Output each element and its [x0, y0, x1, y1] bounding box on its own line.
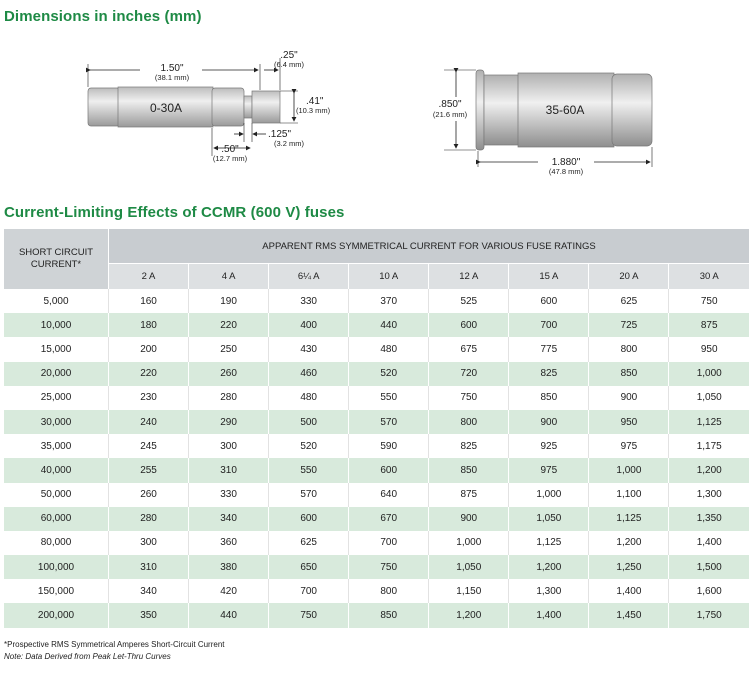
fuse-large-flange	[476, 70, 484, 150]
current-cell: 800	[589, 337, 669, 361]
current-cell: 1,350	[669, 507, 749, 531]
rating-header: 6¼ A	[269, 264, 349, 290]
current-cell: 850	[509, 386, 589, 410]
current-cell: 200	[109, 337, 189, 361]
current-cell: 650	[269, 555, 349, 579]
current-cell: 800	[429, 410, 509, 434]
current-cell: 310	[109, 555, 189, 579]
current-cell: 850	[589, 362, 669, 386]
current-cell: 600	[269, 507, 349, 531]
current-cell: 800	[349, 579, 429, 603]
rating-header: 4 A	[189, 264, 269, 290]
small-offset-in: .50"	[221, 144, 239, 155]
short-circuit-header-line1: SHORT CIRCUIT	[18, 247, 94, 258]
current-cell: 280	[189, 386, 269, 410]
current-cell: 480	[349, 337, 429, 361]
current-cell: 850	[349, 603, 429, 627]
current-cell: 550	[349, 386, 429, 410]
short-circuit-cell: 150,000	[4, 579, 109, 603]
current-cell: 1,000	[589, 458, 669, 482]
current-cell: 1,400	[509, 603, 589, 627]
current-cell: 1,050	[669, 386, 749, 410]
current-cell: 1,450	[589, 603, 669, 627]
current-cell: 1,400	[669, 531, 749, 555]
current-cell: 190	[189, 289, 269, 313]
current-cell: 220	[109, 362, 189, 386]
small-dia-in: .41"	[306, 96, 324, 107]
small-groove-mm: (3.2 mm)	[274, 139, 304, 148]
short-circuit-cell: 200,000	[4, 603, 109, 627]
large-length-in: 1.880"	[551, 157, 581, 168]
current-cell: 1,300	[509, 579, 589, 603]
current-cell: 750	[349, 555, 429, 579]
current-cell: 300	[189, 434, 269, 458]
current-cell: 245	[109, 434, 189, 458]
rating-header: 12 A	[429, 264, 509, 290]
current-cell: 330	[269, 289, 349, 313]
fuse-small-cap-left	[88, 88, 120, 126]
current-cell: 500	[269, 410, 349, 434]
current-cell: 430	[269, 337, 349, 361]
short-circuit-cell: 40,000	[4, 458, 109, 482]
fuse-small-cap-right	[212, 88, 244, 126]
short-circuit-cell: 15,000	[4, 337, 109, 361]
fuse-large-drawing	[476, 70, 652, 150]
current-cell: 1,150	[429, 579, 509, 603]
current-cell: 625	[269, 531, 349, 555]
short-circuit-cell: 100,000	[4, 555, 109, 579]
current-cell: 250	[189, 337, 269, 361]
current-cell: 180	[109, 313, 189, 337]
current-cell: 370	[349, 289, 429, 313]
current-cell: 975	[589, 434, 669, 458]
current-cell: 220	[189, 313, 269, 337]
current-cell: 600	[509, 289, 589, 313]
large-dia-in: .850"	[438, 99, 462, 110]
current-cell: 360	[189, 531, 269, 555]
current-cell: 720	[429, 362, 509, 386]
fuse-large-cap	[612, 74, 652, 146]
small-cap-in: .25"	[280, 50, 298, 61]
large-dia-mm: (21.6 mm)	[432, 110, 468, 119]
rating-header: 2 A	[109, 264, 189, 290]
rating-header: 30 A	[669, 264, 749, 290]
current-cell: 1,200	[589, 531, 669, 555]
current-cell: 1,125	[589, 507, 669, 531]
table-row	[4, 555, 749, 579]
fuse-small-tip	[252, 91, 280, 123]
current-cell: 975	[509, 458, 589, 482]
table-row	[4, 507, 749, 531]
small-length-in: 1.50"	[160, 63, 184, 74]
current-cell: 670	[349, 507, 429, 531]
current-cell: 280	[109, 507, 189, 531]
short-circuit-header	[4, 229, 109, 289]
current-cell: 700	[509, 313, 589, 337]
current-cell: 590	[349, 434, 429, 458]
table-row	[4, 410, 749, 434]
table-row	[4, 313, 749, 337]
table-row	[4, 579, 749, 603]
current-cell: 240	[109, 410, 189, 434]
current-cell: 1,175	[669, 434, 749, 458]
current-cell: 1,125	[669, 410, 749, 434]
dimension-drawings	[0, 30, 750, 220]
current-cell: 775	[509, 337, 589, 361]
table-title: Current-Limiting Effects of CCMR (600 V) fuses	[4, 204, 345, 221]
current-cell: 725	[589, 313, 669, 337]
dimensions-title: Dimensions in inches (mm)	[4, 8, 202, 25]
current-cell: 600	[349, 458, 429, 482]
current-cell: 1,500	[669, 555, 749, 579]
current-cell: 1,200	[509, 555, 589, 579]
short-circuit-cell: 35,000	[4, 434, 109, 458]
short-circuit-cell: 25,000	[4, 386, 109, 410]
current-cell: 330	[189, 483, 269, 507]
current-cell: 520	[269, 434, 349, 458]
current-cell: 255	[109, 458, 189, 482]
current-cell: 1,125	[509, 531, 589, 555]
current-cell: 1,250	[589, 555, 669, 579]
current-cell: 1,300	[669, 483, 749, 507]
current-cell: 600	[429, 313, 509, 337]
short-circuit-cell: 60,000	[4, 507, 109, 531]
current-cell: 1,600	[669, 579, 749, 603]
current-cell: 850	[429, 458, 509, 482]
current-cell: 1,000	[509, 483, 589, 507]
fuse-small-label: 0-30A	[149, 101, 183, 115]
short-circuit-cell: 5,000	[4, 289, 109, 313]
current-cell: 300	[109, 531, 189, 555]
current-cell: 900	[509, 410, 589, 434]
current-cell: 340	[189, 507, 269, 531]
current-cell: 950	[669, 337, 749, 361]
current-cell: 640	[349, 483, 429, 507]
short-circuit-cell: 50,000	[4, 483, 109, 507]
current-cell: 1,050	[429, 555, 509, 579]
fuse-large-ferrule	[484, 75, 520, 145]
current-cell: 875	[669, 313, 749, 337]
current-cell: 950	[589, 410, 669, 434]
current-cell: 525	[429, 289, 509, 313]
current-cell: 1,100	[589, 483, 669, 507]
current-cell: 750	[269, 603, 349, 627]
small-groove-in: .125"	[268, 129, 292, 140]
current-cell: 520	[349, 362, 429, 386]
current-cell: 290	[189, 410, 269, 434]
current-cell: 1,200	[429, 603, 509, 627]
current-cell: 1,000	[669, 362, 749, 386]
current-cell: 260	[109, 483, 189, 507]
current-cell: 440	[189, 603, 269, 627]
current-cell: 480	[269, 386, 349, 410]
current-cell: 625	[589, 289, 669, 313]
current-cell: 900	[429, 507, 509, 531]
fuse-small-drawing	[88, 87, 280, 127]
table-row	[4, 603, 749, 627]
table-row	[4, 483, 749, 507]
table-row	[4, 458, 749, 482]
small-length-mm: (38.1 mm)	[154, 73, 190, 82]
short-circuit-header-line2: CURRENT*	[30, 259, 82, 270]
current-cell: 825	[509, 362, 589, 386]
current-cell: 350	[109, 603, 189, 627]
current-cell: 675	[429, 337, 509, 361]
table-row	[4, 434, 749, 458]
current-cell: 700	[269, 579, 349, 603]
current-cell: 825	[429, 434, 509, 458]
current-cell: 570	[269, 483, 349, 507]
rating-header: 15 A	[509, 264, 589, 290]
current-cell: 260	[189, 362, 269, 386]
current-cell: 400	[269, 313, 349, 337]
current-cell: 900	[589, 386, 669, 410]
rating-header: 10 A	[349, 264, 429, 290]
current-cell: 1,000	[429, 531, 509, 555]
short-circuit-cell: 10,000	[4, 313, 109, 337]
table-row	[4, 362, 749, 386]
small-offset-mm: (12.7 mm)	[212, 154, 248, 163]
current-cell: 1,400	[589, 579, 669, 603]
current-cell: 340	[109, 579, 189, 603]
short-circuit-cell: 20,000	[4, 362, 109, 386]
short-circuit-cell: 30,000	[4, 410, 109, 434]
table-row	[4, 289, 749, 313]
current-cell: 570	[349, 410, 429, 434]
current-cell: 700	[349, 531, 429, 555]
current-cell: 750	[669, 289, 749, 313]
short-circuit-cell: 80,000	[4, 531, 109, 555]
current-cell: 310	[189, 458, 269, 482]
table-row	[4, 337, 749, 361]
current-limiting-table	[4, 229, 749, 628]
current-cell: 230	[109, 386, 189, 410]
current-cell: 380	[189, 555, 269, 579]
small-dia-mm: (10.3 mm)	[296, 106, 331, 115]
current-cell: 550	[269, 458, 349, 482]
footnote: *Prospective RMS Symmetrical Amperes Short-Circuit Current	[4, 640, 225, 649]
current-cell: 750	[429, 386, 509, 410]
fuse-ratings-header: APPARENT RMS SYMMETRICAL CURRENT FOR VARIOUS FUSE RATINGS	[109, 229, 750, 264]
rating-header: 20 A	[589, 264, 669, 290]
large-length-mm: (47.8 mm)	[548, 167, 584, 176]
current-cell: 1,200	[669, 458, 749, 482]
current-cell: 440	[349, 313, 429, 337]
current-cell: 460	[269, 362, 349, 386]
small-cap-mm: (6.4 mm)	[274, 60, 304, 69]
note: Note: Data Derived from Peak Let-Thru Curves	[4, 652, 171, 661]
current-cell: 420	[189, 579, 269, 603]
current-cell: 875	[429, 483, 509, 507]
table-row	[4, 531, 749, 555]
current-cell: 1,050	[509, 507, 589, 531]
fuse-large-label: 35-60A	[545, 103, 585, 117]
current-cell: 1,750	[669, 603, 749, 627]
current-cell: 925	[509, 434, 589, 458]
current-cell: 160	[109, 289, 189, 313]
fuse-small-neck	[244, 96, 252, 118]
table-row	[4, 386, 749, 410]
